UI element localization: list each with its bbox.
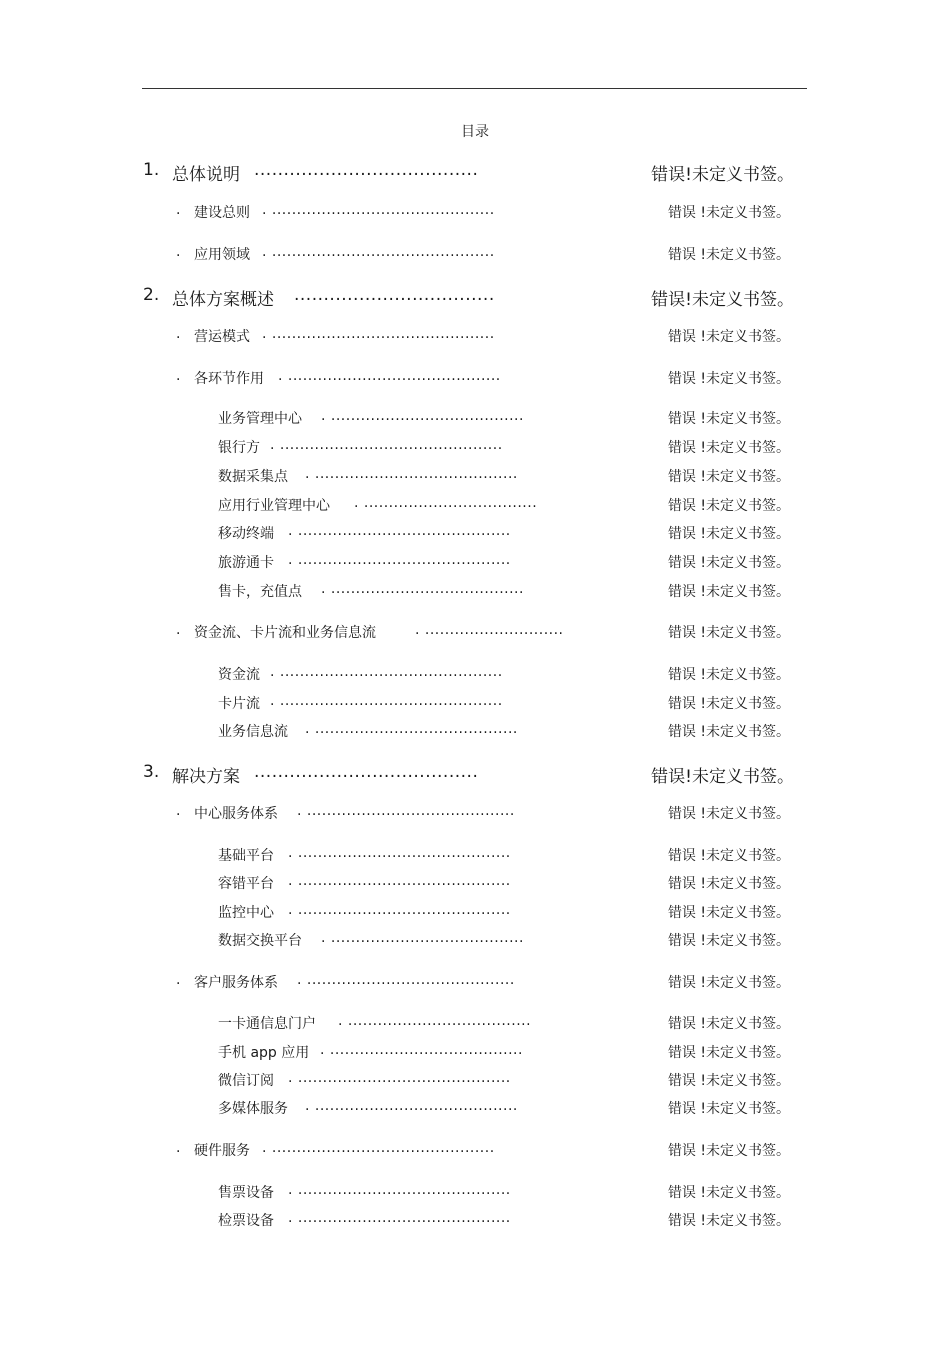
toc-entry-title: 多媒体服务 [218, 1101, 288, 1117]
toc-leader-dots: . ............................................. [262, 202, 495, 218]
toc-entry-title: 微信订阅 [218, 1073, 274, 1089]
toc-leader-dots: . .......................................... [297, 972, 515, 988]
toc-entry-level-2[interactable] [0, 326, 950, 346]
toc-leader-dots: . ................................... [354, 495, 538, 511]
toc-entry-number: 2. [143, 285, 160, 305]
toc-entry-title: 手机 app 应用 [218, 1045, 310, 1061]
toc-entry-page-ref: 错误 !未定义书签。 [667, 584, 790, 600]
toc-entry-level-2[interactable] [0, 972, 950, 992]
toc-entry-level-3[interactable] [0, 1042, 950, 1062]
toc-leader-dots: . ......................................... [305, 466, 518, 482]
toc-leader-dots: . ....................................... [321, 930, 524, 946]
toc-entry-level-3[interactable] [0, 664, 950, 684]
toc-entry-level-3[interactable] [0, 437, 950, 457]
toc-entry-page-ref: 错误 !未定义书签。 [667, 625, 790, 641]
toc-entry-page-ref: 错误!未定义书签。 [651, 290, 794, 310]
toc-entry-page-ref: 错误 !未定义书签。 [667, 411, 790, 427]
toc-entry-number: . [176, 622, 181, 638]
toc-entry-title: 检票设备 [218, 1213, 274, 1229]
toc-leader-dots: ...................................... [254, 160, 479, 180]
toc-leader-dots: . ............................ [415, 622, 564, 638]
toc-entry-page-ref: 错误 !未定义书签。 [667, 848, 790, 864]
toc-entry-title: 监控中心 [218, 905, 274, 921]
toc-entry-page-ref: 错误 !未定义书签。 [667, 876, 790, 892]
toc-entry-title: 建设总则 [194, 205, 250, 221]
toc-entry-page-ref: 错误 !未定义书签。 [667, 247, 790, 263]
toc-leader-dots: . ............................................. [262, 244, 495, 260]
header-rule [142, 88, 807, 89]
toc-entry-title: 中心服务体系 [194, 806, 278, 822]
toc-entry-title: 移动终端 [218, 526, 274, 542]
toc-leader-dots: . ......................................... [305, 1098, 518, 1114]
toc-leader-dots: . ............................................. [270, 693, 503, 709]
toc-entry-title: 应用领域 [194, 247, 250, 263]
toc-entry-number: . [176, 803, 181, 819]
toc-entry-page-ref: 错误 !未定义书签。 [667, 205, 790, 221]
toc-leader-dots: . .......................................... [297, 803, 515, 819]
toc-entry-page-ref: 错误 !未定义书签。 [667, 469, 790, 485]
toc-entry-number: . [176, 326, 181, 342]
toc-leader-dots: . ........................................... [288, 1182, 511, 1198]
toc-entry-level-3[interactable] [0, 930, 950, 950]
toc-entry-level-1[interactable] [0, 160, 950, 184]
toc-entry-level-3[interactable] [0, 1210, 950, 1230]
toc-entry-level-3[interactable] [0, 693, 950, 713]
toc-entry-level-3[interactable] [0, 902, 950, 922]
toc-entry-number: . [176, 1140, 181, 1156]
toc-entry-page-ref: 错误 !未定义书签。 [667, 526, 790, 542]
toc-leader-dots: . ............................................. [262, 326, 495, 342]
toc-entry-page-ref: 错误 !未定义书签。 [667, 329, 790, 345]
toc-leader-dots: . ....................................... [320, 1042, 523, 1058]
toc-entry-level-2[interactable] [0, 622, 950, 642]
toc-entry-title: 资金流 [218, 667, 260, 683]
toc-entry-page-ref: 错误 !未定义书签。 [667, 724, 790, 740]
toc-leader-dots: .................................. [294, 285, 495, 305]
toc-entry-title: 硬件服务 [194, 1143, 250, 1159]
toc-entry-level-1[interactable] [0, 762, 950, 786]
toc-leader-dots: . ....................................... [321, 408, 524, 424]
toc-entry-page-ref: 错误 !未定义书签。 [667, 498, 790, 514]
toc-entry-level-3[interactable] [0, 552, 950, 572]
toc-entry-title: 银行方 [218, 440, 260, 456]
toc-entry-page-ref: 错误 !未定义书签。 [667, 1101, 790, 1117]
toc-entry-number: . [176, 244, 181, 260]
toc-leader-dots: . ........................................... [288, 1210, 511, 1226]
toc-entry-page-ref: 错误 !未定义书签。 [667, 975, 790, 991]
toc-entry-level-3[interactable] [0, 1182, 950, 1202]
toc-entry-title: 业务信息流 [218, 724, 288, 740]
toc-entry-level-3[interactable] [0, 581, 950, 601]
toc-entry-number: 1. [143, 160, 160, 180]
toc-leader-dots: ...................................... [254, 762, 479, 782]
toc-entry-title: 旅游通卡 [218, 555, 274, 571]
toc-entry-page-ref: 错误!未定义书签。 [651, 767, 794, 787]
toc-entry-page-ref: 错误 !未定义书签。 [667, 806, 790, 822]
toc-entry-title: 容错平台 [218, 876, 274, 892]
toc-entry-number: 3. [143, 762, 160, 782]
toc-leader-dots: . ........................................... [278, 368, 501, 384]
toc-entry-level-3[interactable] [0, 466, 950, 486]
toc-entry-title: 应用行业管理中心 [218, 498, 330, 514]
toc-entry-level-3[interactable] [0, 845, 950, 865]
toc-leader-dots: . ........................................... [288, 552, 511, 568]
toc-entry-title: 售卡，充值点 [218, 584, 302, 600]
toc-entry-level-2[interactable] [0, 803, 950, 823]
toc-entry-page-ref: 错误 !未定义书签。 [667, 371, 790, 387]
toc-entry-level-2[interactable] [0, 202, 950, 222]
toc-entry-page-ref: 错误 !未定义书签。 [667, 1185, 790, 1201]
toc-entry-title: 各环节作用 [194, 371, 264, 387]
toc-leader-dots: . ........................................... [288, 523, 511, 539]
toc-leader-dots: . ........................................... [288, 845, 511, 861]
toc-entry-page-ref: 错误!未定义书签。 [651, 165, 794, 185]
toc-leader-dots: . ............................................. [270, 437, 503, 453]
toc-entry-title: 总体方案概述 [172, 290, 274, 310]
toc-entry-title: 数据交换平台 [218, 933, 302, 949]
toc-entry-page-ref: 错误 !未定义书签。 [667, 440, 790, 456]
toc-entry-page-ref: 错误 !未定义书签。 [667, 933, 790, 949]
toc-leader-dots: . ........................................... [288, 873, 511, 889]
toc-entry-page-ref: 错误 !未定义书签。 [667, 905, 790, 921]
toc-entry-level-3[interactable] [0, 1070, 950, 1090]
toc-entry-page-ref: 错误 !未定义书签。 [667, 1016, 790, 1032]
toc-entry-level-3[interactable] [0, 408, 950, 428]
toc-leader-dots: . ........................................... [288, 1070, 511, 1086]
toc-entry-page-ref: 错误 !未定义书签。 [667, 555, 790, 571]
toc-leader-dots: . ..................................... [338, 1013, 532, 1029]
toc-entry-page-ref: 错误 !未定义书签。 [667, 1045, 790, 1061]
toc-entry-level-2[interactable] [0, 1140, 950, 1160]
toc-entry-level-1[interactable] [0, 285, 950, 309]
toc-leader-dots: . ......................................... [305, 721, 518, 737]
toc-entry-number: . [176, 972, 181, 988]
toc-leader-dots: . ............................................. [262, 1140, 495, 1156]
toc-entry-level-3[interactable] [0, 873, 950, 893]
toc-leader-dots: . ............................................. [270, 664, 503, 680]
toc-leader-dots: . ........................................... [288, 902, 511, 918]
toc-entry-title: 资金流、卡片流和业务信息流 [194, 625, 376, 641]
toc-entry-number: . [176, 202, 181, 218]
toc-entry-title: 客户服务体系 [194, 975, 278, 991]
toc-entry-level-2[interactable] [0, 368, 950, 388]
toc-entry-page-ref: 错误 !未定义书签。 [667, 696, 790, 712]
toc-entry-title: 一卡通信息门户 [218, 1016, 316, 1032]
toc-entry-page-ref: 错误 !未定义书签。 [667, 1143, 790, 1159]
toc-entry-level-3[interactable] [0, 523, 950, 543]
toc-entry-page-ref: 错误 !未定义书签。 [667, 1073, 790, 1089]
toc-entry-title: 售票设备 [218, 1185, 274, 1201]
toc-entry-level-3[interactable] [0, 1098, 950, 1118]
toc-entry-title: 卡片流 [218, 696, 260, 712]
toc-entry-title: 解决方案 [172, 767, 240, 787]
toc-entry-title: 基础平台 [218, 848, 274, 864]
toc-entry-title: 总体说明 [172, 165, 240, 185]
toc-entry-level-3[interactable] [0, 721, 950, 741]
toc-entry-page-ref: 错误 !未定义书签。 [667, 1213, 790, 1229]
toc-entry-page-ref: 错误 !未定义书签。 [667, 667, 790, 683]
toc-entry-level-3[interactable] [0, 495, 950, 515]
toc-entry-level-3[interactable] [0, 1013, 950, 1033]
toc-entry-title: 营运模式 [194, 329, 250, 345]
toc-entry-level-2[interactable] [0, 244, 950, 264]
toc-entry-title: 业务管理中心 [218, 411, 302, 427]
toc-entry-title: 数据采集点 [218, 469, 288, 485]
toc-entry-number: . [176, 368, 181, 384]
toc-leader-dots: . ....................................... [321, 581, 524, 597]
toc-title: 目录 [461, 124, 489, 140]
